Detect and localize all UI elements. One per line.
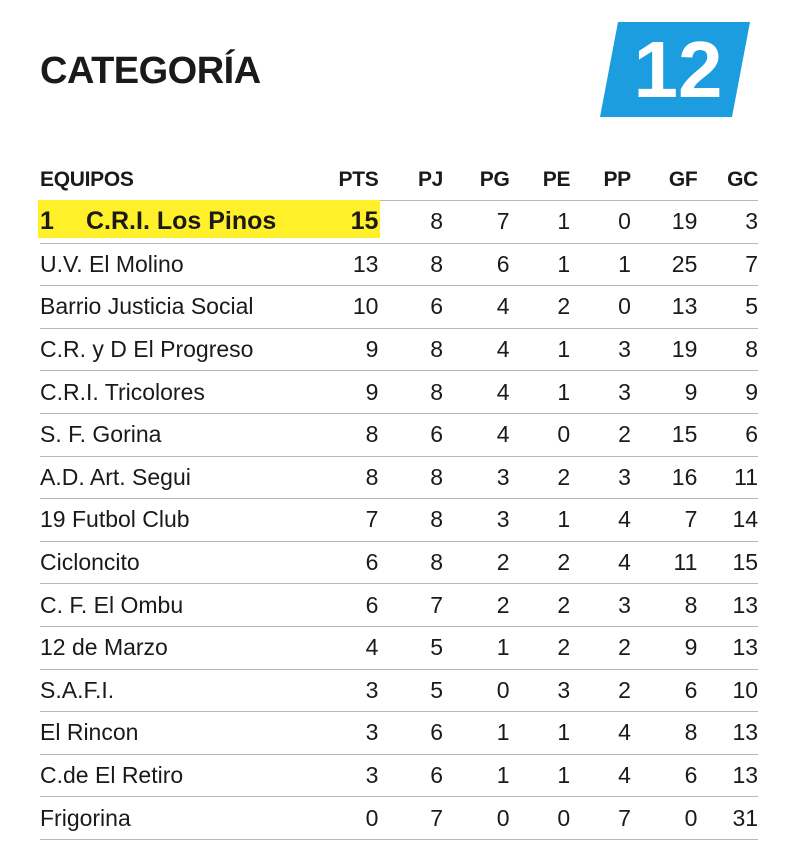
team-name: C.R.I. Los Pinos [86,207,277,236]
pj-cell: 8 [430,506,444,533]
team-name: C.de El Retiro [40,762,184,789]
gc-cell: 3 [745,208,759,235]
gc-cell: 9 [745,378,759,405]
table-row [40,712,758,755]
gf-cell: 7 [684,506,698,533]
header-pe: PE [542,168,571,191]
pp-cell: 7 [618,804,631,831]
team-name: U.V. El Molino [40,250,184,277]
gc-cell: 13 [732,719,759,746]
pj-cell: 6 [430,293,444,320]
pts-cell: 8 [365,463,379,490]
gf-cell: 15 [671,421,698,448]
pp-cell: 0 [618,293,631,320]
gf-cell: 6 [684,762,698,789]
pts-cell: 13 [352,250,379,277]
team-name: S.A.F.I. [40,676,115,703]
table-row [40,499,758,542]
table-row [40,755,758,798]
pg-cell: 1 [496,634,510,661]
team-name-cell [40,719,335,746]
pp-cell: 2 [618,634,631,661]
pj-cell: 7 [430,804,444,831]
gf-cell: 19 [671,208,698,235]
rank-number: 1 [40,207,54,236]
team-name-cell [40,762,335,789]
pg-cell: 4 [496,378,510,405]
pe-cell: 1 [557,250,571,277]
table-row [40,457,758,500]
gc-cell: 13 [732,634,759,661]
table-body [40,201,758,840]
team-name: S. F. Gorina [40,421,162,448]
gf-cell: 16 [671,463,698,490]
team-name-cell [40,677,335,704]
team-name: El Rincon [40,719,139,746]
team-name: C.R. y D El Progreso [40,336,254,363]
gc-cell: 31 [732,804,759,831]
pe-cell: 2 [557,293,571,320]
pts-cell: 3 [365,719,379,746]
pg-cell: 0 [496,676,510,703]
pe-cell: 1 [557,762,571,789]
gf-cell: 19 [671,336,698,363]
pe-cell: 2 [557,591,571,618]
category-badge [600,22,750,117]
gc-cell: 7 [745,250,759,277]
pts-cell: 6 [365,549,379,576]
table-row [40,542,758,585]
table-header-row [40,160,758,201]
pe-cell: 1 [557,208,571,235]
pj-cell: 6 [430,421,444,448]
gf-cell: 9 [684,634,698,661]
table-row [40,627,758,670]
pe-cell: 1 [557,336,571,363]
pg-cell: 4 [496,293,510,320]
team-name-cell [40,506,335,533]
pts-cell: 9 [365,336,379,363]
pp-cell: 2 [618,676,631,703]
gf-cell: 9 [684,378,698,405]
pe-cell: 0 [557,804,571,831]
pts-cell: 10 [352,293,379,320]
pp-cell: 1 [618,250,631,277]
pts-cell: 7 [365,506,379,533]
pp-cell: 4 [618,506,631,533]
pj-cell: 8 [430,378,444,405]
team-name-cell [40,549,335,576]
pts-cell: 3 [365,762,379,789]
team-name: 12 de Marzo [40,634,168,661]
pp-cell: 3 [618,591,631,618]
pe-cell: 1 [557,378,571,405]
pe-cell: 1 [557,506,571,533]
pg-cell: 1 [496,719,510,746]
pe-cell: 2 [557,463,571,490]
pp-cell: 3 [618,336,631,363]
pp-cell: 4 [618,762,631,789]
team-name-cell [40,634,335,661]
gc-cell: 13 [732,762,759,789]
team-name-cell [40,379,335,406]
team-name: 19 Futbol Club [40,506,190,533]
team-name-cell [40,293,335,320]
pj-cell: 8 [430,250,444,277]
team-name-cell [40,592,335,619]
table-row [40,286,758,329]
header-pts: PTS [338,168,379,191]
pp-cell: 0 [618,208,631,235]
table-row [40,414,758,457]
team-name-cell [40,251,335,278]
pj-cell: 5 [430,676,444,703]
team-name-cell [40,207,335,236]
pj-cell: 8 [430,463,444,490]
pts-cell: 6 [365,591,379,618]
pts-cell: 15 [350,207,379,236]
gc-cell: 6 [745,421,759,448]
pg-cell: 3 [496,463,510,490]
pg-cell: 0 [496,804,510,831]
gc-cell: 14 [732,506,759,533]
gf-cell: 6 [684,676,698,703]
page-title: CATEGORÍA [40,50,261,92]
team-name-cell [40,336,335,363]
pe-cell: 2 [557,549,571,576]
pe-cell: 1 [557,719,571,746]
pp-cell: 4 [618,549,631,576]
pts-cell: 0 [365,804,379,831]
category-number: 12 [633,24,723,114]
pe-cell: 3 [557,676,571,703]
header-pg: PG [479,168,510,191]
pe-cell: 2 [557,634,571,661]
pj-cell: 8 [430,336,444,363]
gc-cell: 13 [732,591,759,618]
header-pp: PP [603,168,631,191]
header-gc: GC [727,168,759,191]
pg-cell: 3 [496,506,510,533]
pj-cell: 8 [430,208,444,235]
pg-cell: 2 [496,591,510,618]
team-name-cell [40,421,335,448]
team-name: C. F. El Ombu [40,591,184,618]
pts-cell: 9 [365,378,379,405]
gc-cell: 8 [745,336,759,363]
pts-cell: 4 [365,634,379,661]
table-row [40,584,758,627]
header-equipos: EQUIPOS [40,168,134,191]
pj-cell: 8 [430,549,444,576]
gf-cell: 8 [684,591,698,618]
table-row [40,670,758,713]
team-name: Barrio Justicia Social [40,293,254,320]
gf-cell: 0 [684,804,698,831]
pp-cell: 4 [618,719,631,746]
gf-cell: 13 [671,293,698,320]
pj-cell: 6 [430,719,444,746]
gc-cell: 10 [732,676,759,703]
pp-cell: 3 [618,463,631,490]
pj-cell: 7 [430,591,444,618]
pg-cell: 2 [496,549,510,576]
gc-cell: 5 [745,293,759,320]
pp-cell: 2 [618,421,631,448]
pe-cell: 0 [557,421,571,448]
table-row [40,329,758,372]
gf-cell: 8 [684,719,698,746]
pg-cell: 7 [496,208,510,235]
gc-cell: 15 [732,549,759,576]
pp-cell: 3 [618,378,631,405]
table-row [40,371,758,414]
pg-cell: 4 [496,421,510,448]
pg-cell: 6 [496,250,510,277]
pj-cell: 6 [430,762,444,789]
gc-cell: 11 [734,463,759,490]
pts-cell: 3 [365,676,379,703]
header-pj: PJ [417,168,444,191]
table-row [40,797,758,840]
team-name-cell [40,805,335,832]
table-row [40,244,758,287]
team-name: Cicloncito [40,549,140,576]
gf-cell: 11 [673,549,698,576]
pg-cell: 1 [496,762,510,789]
pg-cell: 4 [496,336,510,363]
header-gf: GF [668,168,698,191]
team-name: C.R.I. Tricolores [40,378,205,405]
team-name: Frigorina [40,804,131,831]
pj-cell: 5 [430,634,444,661]
team-name: A.D. Art. Segui [40,463,191,490]
standings-table [40,160,758,840]
pts-cell: 8 [365,421,379,448]
team-name-cell [40,464,335,491]
gf-cell: 25 [671,250,698,277]
